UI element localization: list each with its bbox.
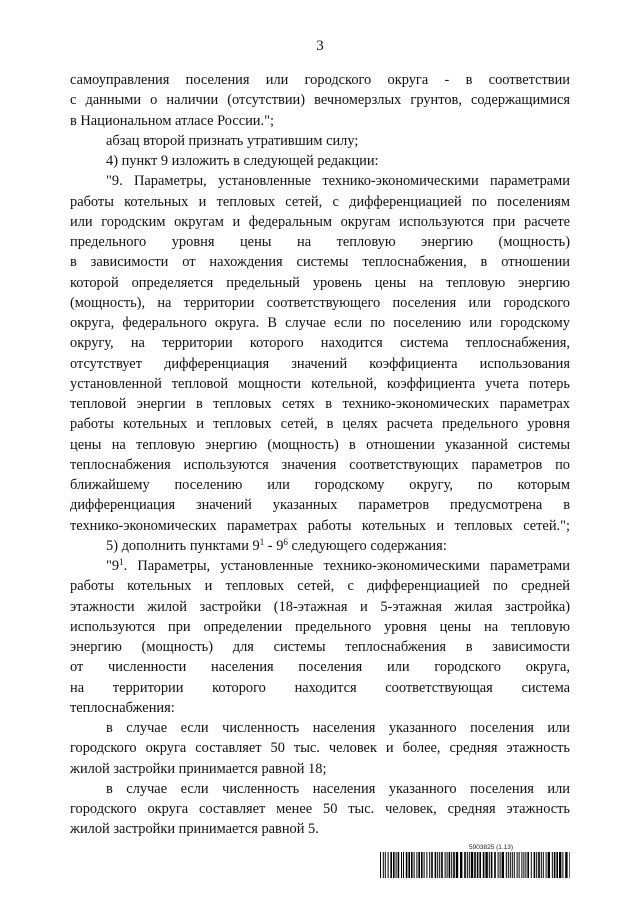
text-line: установленной тепловой мощности котельной, коэффициента учета потерь [70,375,570,392]
text-line: жилой застройки принимается равной 5. [70,821,319,838]
page-number: 3 [316,38,324,54]
barcode-bar [403,852,404,878]
barcode-bar [408,852,410,878]
text-line: теплоснабжения используются значения соответствующих параметров по [70,456,570,473]
text-line: используются при определении предельного уровня цены на тепловую [70,618,570,635]
text-line: теплоснабжения: [70,699,175,716]
text-line: округу, на территории которого находится система теплоснабжения, [70,335,570,352]
text-line: городского округа составляет менее 50 тыс. человек, средняя этажность [70,801,570,817]
barcode-bar [479,852,481,878]
barcode-bar [445,852,446,878]
barcode-bar [469,852,470,878]
text-line: работы котельных и тепловых сетей, с дифференциацией по средней [70,578,570,595]
barcode-bar [471,852,473,878]
barcode-bar [569,852,570,878]
barcode-bar [421,852,423,878]
barcode-bar [517,852,518,878]
barcode-bar [426,852,427,878]
text-line: этажности жилой застройки (18-этажная и 5-этажная жилая застройка) [70,598,570,615]
barcode-bar [460,852,462,878]
text-line: абзац второй признать утратившим силу; [106,132,359,149]
text-line: "9. Параметры, установленные технико-экономическими параметрами [106,173,570,190]
barcode-bar [451,852,452,878]
barcode-bar [498,852,499,878]
barcode-bar [449,852,451,878]
text-line: дифференциация значений указанных параметров предусмотрена в [70,497,570,514]
superscript: 6 [283,536,288,547]
barcode-bar [414,852,415,878]
barcode-bar [512,852,513,878]
barcode-bar [527,852,529,878]
barcode-bar [380,852,381,878]
barcode-bar [489,852,490,878]
barcode-bar [543,852,544,878]
barcode [380,852,570,878]
text-line: с данными о наличии (отсутствии) вечномерзлых грунтов, содержащимися [70,92,570,109]
text-segment: 5) дополнить пунктами 9 [106,537,260,554]
barcode-bar [521,852,522,878]
text-line: самоуправления поселения или городского округа - в соответствии [70,72,570,88]
barcode-bar [385,852,386,878]
barcode-bar [494,852,496,878]
text-line [70,556,570,576]
barcode-bar [393,852,395,878]
text-line: тепловой энергии в тепловых сетях в технико-экономических параметрах [70,396,570,412]
barcode-bar [554,852,556,878]
text-line: городского округа составляет 50 тыс. человек и более, средняя этажность [70,740,570,757]
text-line: от численности населения поселения или городского округа, [70,659,570,676]
text-line: в случае если численность населения указанного поселения или [106,720,570,736]
barcode-bar [534,852,536,878]
text-segment: следующего содержания: [287,537,447,554]
barcode-bar [552,852,553,878]
superscript: 1 [259,536,265,547]
barcode-bar [506,852,507,878]
barcode-bar [548,852,550,878]
text-segment: . Параметры, установленные технико-экономическими параметрами [123,558,570,574]
barcode-bar [429,852,430,878]
barcode-bar [439,852,440,878]
barcode-bar [398,852,400,878]
text-line: технико-экономических параметрах работы котельных и тепловых сетей."; [70,517,570,534]
text-line: энергию (мощность) для системы теплоснабжения в зависимости [70,639,570,655]
barcode-bar [467,852,468,878]
barcode-bar [388,852,389,878]
barcode-bar [502,852,504,878]
barcode-bar [546,852,547,878]
barcode-bar [406,852,408,878]
barcode-bar [531,852,532,878]
barcode-bar [464,852,466,878]
text-line: 4) пункт 9 изложить в следующей редакции: [106,153,379,169]
barcode-bar [416,852,417,878]
barcode-bar [541,852,542,878]
barcode-bar [418,852,420,878]
barcode-bar [456,852,458,878]
barcode-bar [485,852,487,878]
barcode-bar [435,852,437,878]
barcode-bar [556,852,558,878]
text-line: работы котельных и тепловых сетей, в целях расчета предельного уровня [70,416,570,433]
barcode-bar [396,852,397,878]
barcode-bar [510,852,511,878]
text-line [70,536,570,556]
text-segment: - 9 [264,537,284,554]
text-line: жилой застройки принимается равной 18; [70,760,327,777]
barcode-bar [401,852,402,878]
text-line: на территории которого находится соответствующая система [70,679,570,696]
document-body [70,70,570,840]
barcode-bar [441,852,443,878]
text-line: в Национальном атласе России."; [70,112,274,129]
text-line: цены на тепловую энергию (мощность) в отношении указанной системы [70,436,570,453]
barcode-bar [453,852,455,878]
barcode-bar [383,852,384,878]
barcode-bar [519,852,520,878]
barcode-bar [447,852,448,878]
barcode-bar [437,852,438,878]
text-line: которой определяется предельный уровень цены на тепловую энергию [70,274,570,291]
barcode-bar [474,852,476,878]
text-line: предельного уровня цены на тепловую энергию (мощность) [70,234,570,250]
barcode-bar [514,852,515,878]
barcode-bar [390,852,392,878]
text-line: или городским округам и федеральным округам используются при расчете [70,213,570,230]
barcode-bar [536,852,537,878]
barcode-bar [491,852,493,878]
barcode-bar [424,852,425,878]
barcode-bar [565,852,567,878]
barcode-bar [559,852,561,878]
text-line: в зависимости от нахождения системы теплоснабжения, в отношении [70,254,570,271]
barcode-bar [431,852,433,878]
text-line: в случае если численность населения указанного поселения или [106,780,570,797]
text-line: работы котельных и тепловых сетей, с дифференциацией по поселениям [70,193,570,210]
barcode-bar [562,852,563,878]
text-line: округа, федерального округа. В случае если по поселению или городскому [70,315,570,331]
barcode-bar [538,852,540,878]
barcode-bar [500,852,501,878]
barcode-bar [477,852,479,878]
text-line: (мощность), на территории соответствующего поселения или городского [70,294,570,311]
text-line: отсутствует дифференциация значений коэффициента использования [70,355,570,372]
barcode-bar [411,852,413,878]
barcode-bar [483,852,485,878]
text-segment: "9 [106,558,120,574]
barcode-label: 5903825 (1.13) [469,844,514,851]
text-line: ближайшему поселению или городскому округу, по которым [70,477,570,493]
barcode-bar [508,852,509,878]
barcode-bar [523,852,524,878]
superscript: 1 [119,557,124,567]
barcode-bar [525,852,526,878]
